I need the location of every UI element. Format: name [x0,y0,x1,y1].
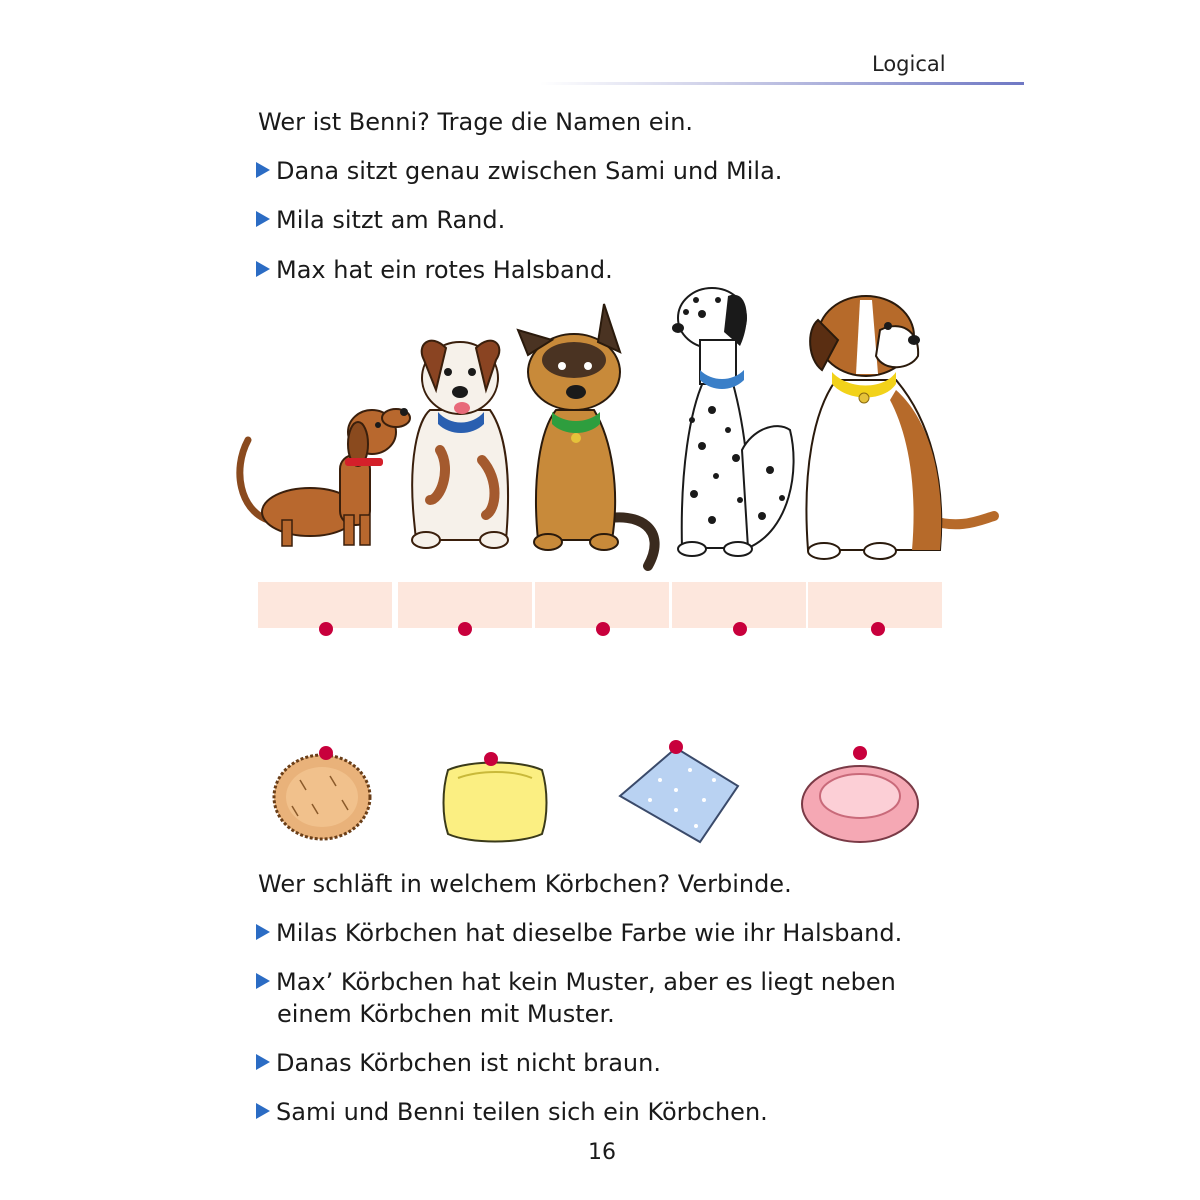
bullet-arrow-icon [256,973,270,989]
bullet-arrow-icon [256,1054,270,1070]
connect-dot-basket-4[interactable] [853,746,867,760]
task2-clue-2: Max’ Körbchen hat kein Muster, aber es liegt neben [256,966,896,998]
task1-clue-1: Dana sitzt genau zwischen Sami und Mila. [256,155,782,187]
connect-dot-basket-1[interactable] [319,746,333,760]
connect-dot-basket-2[interactable] [484,752,498,766]
pink-basket-icon [802,766,918,842]
bullet-arrow-icon [256,1103,270,1119]
blue-dotted-cushion-icon [620,748,738,842]
page-number: 16 [588,1140,616,1165]
task2-title: Wer schläft in welchem Körbchen? Verbinde. [258,870,792,898]
fluffy-brown-basket-icon [274,755,370,839]
task1-clue-3: Max hat ein rotes Halsband. [256,254,613,286]
section-label: Logical [872,52,946,76]
task2-clue-2-continuation: einem Körbchen mit Muster. [277,1000,615,1028]
task2-clue-1: Milas Körbchen hat dieselbe Farbe wie ihr Halsband. [256,917,902,949]
connect-dot-basket-3[interactable] [669,740,683,754]
task1-title: Wer ist Benni? Trage die Namen ein. [258,108,694,136]
task1-clue-2: Mila sitzt am Rand. [256,204,505,236]
bullet-arrow-icon [256,924,270,940]
yellow-cushion-icon [444,763,547,842]
task2-clue-4: Sami und Benni teilen sich ein Körbchen. [256,1096,768,1128]
task2-clue-3: Danas Körbchen ist nicht braun. [256,1047,661,1079]
